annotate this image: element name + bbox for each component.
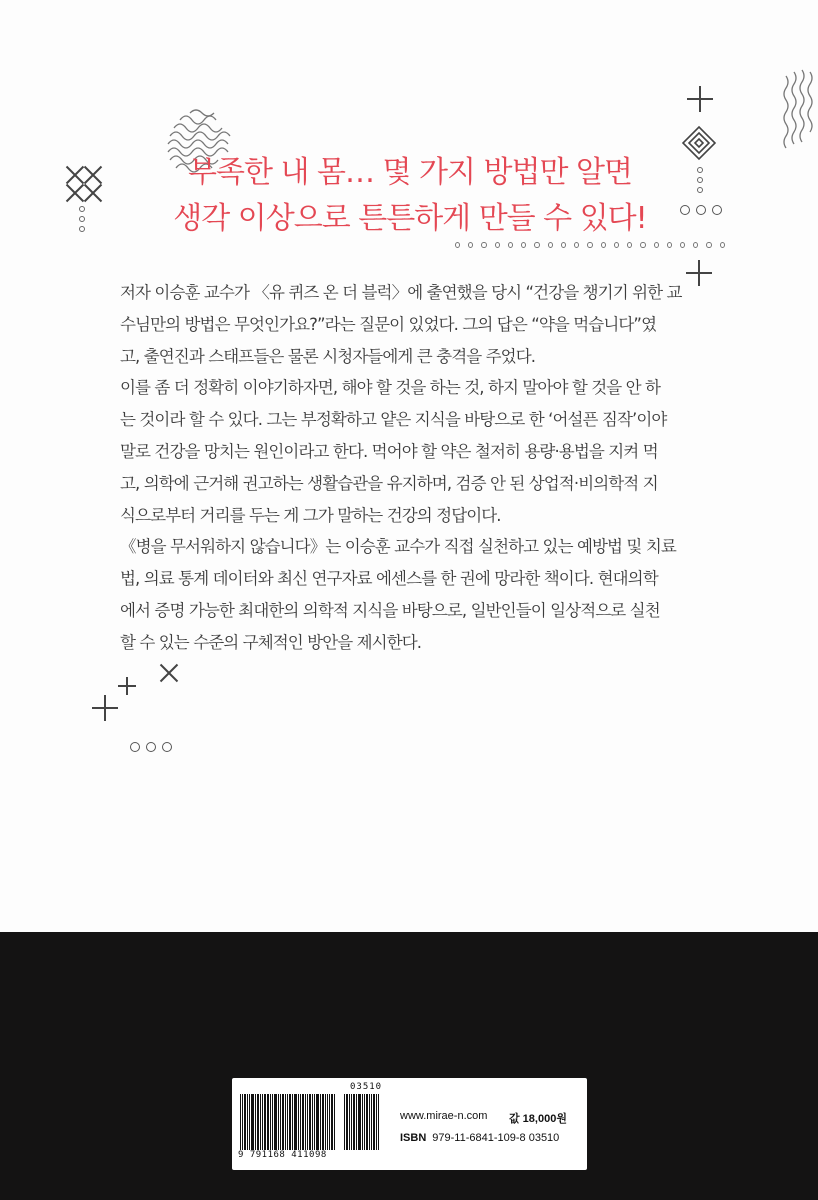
text-line: 할 수 있는 수준의 구체적인 방안을 제시한다.: [120, 632, 422, 652]
barcode-bar: [362, 1094, 363, 1150]
barcode-bar: [251, 1094, 254, 1150]
barcode-main: [240, 1094, 338, 1150]
barcode-bar: [376, 1094, 377, 1150]
paragraph-3: [120, 531, 705, 658]
barcode-bar: [260, 1094, 261, 1150]
text-line: 에서 증명 가능한 최대한의 의학적 지식을 바탕으로, 일반인들이 일상적으로 실천: [120, 600, 660, 620]
barcode-box: [232, 1078, 587, 1170]
circles-decoration: [680, 205, 722, 215]
isbn: [400, 1132, 559, 1144]
diamond-decoration: [681, 125, 717, 161]
barcode-bar: [366, 1094, 368, 1150]
text-line: 고, 출연진과 스태프들은 물론 시청자들에게 큰 충격을 주었다.: [120, 346, 536, 366]
barcode-bar: [255, 1094, 256, 1150]
text-line: 이를 좀 더 정확히 이야기하자면, 해야 할 것을 하는 것, 하지 말아야 할 것을 안 하: [120, 378, 661, 398]
barcode-bar: [267, 1094, 269, 1150]
barcode-bar: [314, 1094, 315, 1150]
barcode-bar: [331, 1094, 333, 1150]
barcode-bar: [278, 1094, 279, 1150]
barcode-bar: [257, 1094, 259, 1150]
barcode-bar: [289, 1094, 291, 1150]
text-line: 는 것이라 할 수 있다. 그는 부정확하고 얕은 지식을 바탕으로 한 ‘어설픈 짐작’이야: [120, 410, 667, 430]
barcode-bar: [364, 1094, 365, 1150]
barcode-bar: [292, 1094, 293, 1150]
text-line: 저자 이승훈 교수가 〈유 퀴즈 온 더 블럭〉에 출연했을 당시 “건강을 챙기기 위한 교: [120, 283, 682, 302]
barcode-bar: [322, 1094, 324, 1150]
barcode-bar: [305, 1094, 306, 1150]
headline-line-2: 생각 이상으로 튼튼하게 만들 수 있다!: [173, 201, 647, 236]
barcode-bar: [244, 1094, 246, 1150]
barcode-bar: [369, 1094, 370, 1150]
barcode-bar: [344, 1094, 345, 1150]
paragraph-2: [120, 372, 705, 531]
barcode-addon: [344, 1094, 392, 1150]
cross-decoration: [66, 184, 84, 202]
circles-decoration: [130, 742, 172, 752]
barcode-bar: [270, 1094, 271, 1150]
text-line: 식으로부터 거리를 두는 게 그가 말하는 건강의 정답이다.: [120, 505, 501, 525]
barcode-bar: [280, 1094, 281, 1150]
barcode-bar: [298, 1094, 299, 1150]
barcode-bar: [373, 1094, 375, 1150]
barcode-bar: [316, 1094, 319, 1150]
barcode-bar: [262, 1094, 263, 1150]
barcode-bar: [353, 1094, 355, 1150]
barcode-bar: [309, 1094, 311, 1150]
barcode-bar: [274, 1094, 277, 1150]
plus-decoration: [687, 86, 713, 112]
barcode-bar: [327, 1094, 328, 1150]
text-line: 《병을 무서워하지 않습니다》는 이승훈 교수가 직접 실천하고 있는 예방법 및 치료: [120, 537, 676, 557]
barcode-bar: [320, 1094, 321, 1150]
barcode-bar: [329, 1094, 330, 1150]
barcode-bar: [249, 1094, 250, 1150]
barcode-bar: [247, 1094, 248, 1150]
cross-decoration: [160, 664, 178, 682]
isbn-value: 979-11-6841-109-8 03510: [432, 1132, 560, 1144]
headline: [160, 150, 660, 242]
cross-decoration: [84, 184, 102, 202]
body-text: [120, 277, 705, 659]
cross-decoration: [84, 166, 102, 184]
barcode-bar: [294, 1094, 297, 1150]
text-line: 고, 의학에 근거해 권고하는 생활습관을 유지하며, 검증 안 된 상업적·비의학적 지: [120, 473, 658, 493]
barcode-bar: [240, 1094, 241, 1150]
wave-pattern-decoration-right: [782, 66, 818, 156]
dotted-line-decoration: [455, 242, 725, 248]
barcode-bar: [287, 1094, 288, 1150]
paragraph-1: [120, 277, 705, 372]
barcode-bar: [307, 1094, 308, 1150]
barcode-bar: [371, 1094, 372, 1150]
text-line: 법, 의료 통계 데이터와 최신 연구자료 에센스를 한 권에 망라한 책이다. 현대의학: [120, 569, 658, 589]
barcode-addon-number: 03510: [350, 1082, 383, 1092]
barcode-bar: [349, 1094, 350, 1150]
price: 값 18,000원: [509, 1113, 567, 1125]
barcode-bar: [351, 1094, 352, 1150]
barcode-bar: [242, 1094, 243, 1150]
barcode-bar: [272, 1094, 273, 1150]
publisher-url: www.mirae-n.com: [400, 1110, 488, 1122]
barcode-bar: [358, 1094, 361, 1150]
barcode-bar: [312, 1094, 313, 1150]
barcode-bar: [325, 1094, 326, 1150]
isbn-label: ISBN: [400, 1132, 427, 1144]
cross-decoration: [66, 166, 84, 184]
text-line: 수님만의 방법은 무엇인가요?”라는 질문이 있었다. 그의 답은 “약을 먹습니다”였: [120, 314, 657, 334]
barcode-number: 9 791168 411098: [238, 1150, 327, 1160]
headline-line-1: 부족한 내 몸… 몇 가지 방법만 알면: [188, 155, 632, 190]
barcode-bar: [346, 1094, 348, 1150]
barcode-bar: [300, 1094, 301, 1150]
barcode-bar: [285, 1094, 286, 1150]
barcode-bar: [302, 1094, 304, 1150]
barcode-bar: [282, 1094, 284, 1150]
barcode-bar: [334, 1094, 335, 1150]
barcode-bar: [264, 1094, 266, 1150]
plus-decoration: [118, 677, 136, 695]
barcode-bar: [356, 1094, 357, 1150]
dots-vertical-decoration: [697, 167, 703, 193]
dots-vertical-decoration: [79, 206, 85, 232]
text-line: 말로 건강을 망치는 원인이라고 한다. 먹어야 할 약은 철저히 용량·용법을 지켜 먹: [120, 441, 658, 461]
plus-decoration: [92, 695, 118, 721]
barcode-bar: [378, 1094, 379, 1150]
